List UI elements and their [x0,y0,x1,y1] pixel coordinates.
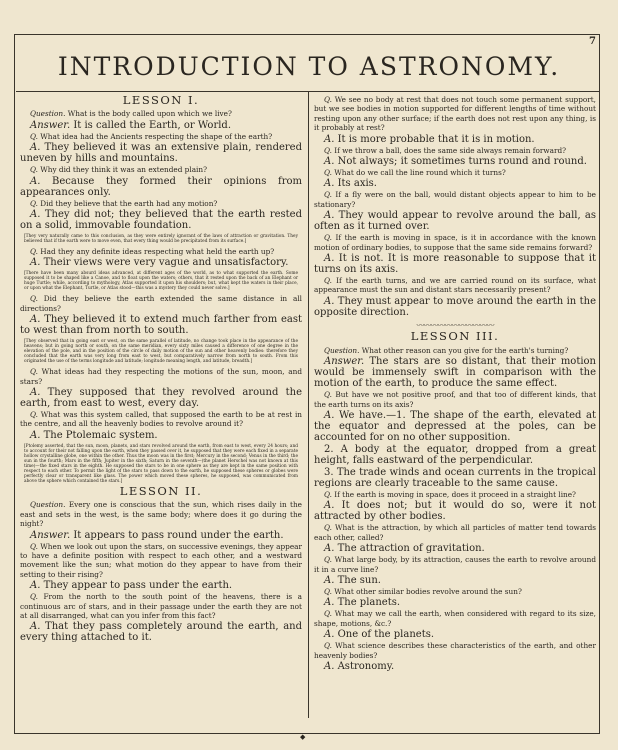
qa-text: What do we call the line round which it turns? [331,168,506,178]
answer [314,467,596,489]
qa-label: A. [324,178,335,190]
qa-label: Q. [324,586,332,596]
qa-label: A. [324,253,335,265]
question [314,609,596,628]
qa-text: It appears to pass round under the earth. [70,529,284,541]
qa-label: A. [324,500,335,512]
qa-label: Q. [324,555,332,565]
question [314,587,596,596]
answer [314,253,596,275]
qa-text: They must appear to move around the earth in the opposite direction. [314,295,596,318]
question [314,168,596,177]
question [20,294,302,313]
qa-text: What may we call the earth, when considered with regard to its size, shape, motions, &c.? [314,609,596,628]
qa-text: Had they any definite ideas respecting what held the earth up? [37,247,275,257]
question [314,276,596,295]
answer [20,176,302,198]
qa-text: It does not; but it would do so, were it not attracted by other bodies. [314,500,596,523]
answer [314,661,596,672]
question [20,165,302,174]
qa-label: Question. [30,109,66,119]
qa-label: A. [324,660,335,672]
page-number: 7 [589,36,596,47]
answer [20,142,302,164]
answer [314,444,596,466]
qa-text: What is the body called upon which we live? [65,109,232,119]
answer [20,430,302,441]
lesson-heading: LESSON II. [119,483,203,498]
qa-label: Q. [324,190,332,200]
qa-label: Q. [324,95,332,104]
ornament-icon: ◆ [300,733,306,741]
question [20,132,302,141]
question [314,641,596,660]
qa-text: What other reason can you give for the earth's turning? [359,345,569,355]
answer [314,500,596,522]
qa-label: Q. [30,541,38,551]
qa-label: A. [30,387,41,399]
qa-text: What idea had the Ancients respecting the shape of the earth? [37,131,273,141]
question [314,555,596,574]
explanatory-note: [Ptolemy asserted, that the sun, moon, planets, and stars revolved around the earth, from east to west, every 24 hours; and to account for their not falling upon the earth, when they passed over it, he supposed that they were each fixed in a separate hollow crystalline globe, one within the other. Thus the moon was in the first; Mercury in the second; Venus in the third; the sun in the fourth; Mars in the fifth; Jupiter in the sixth; Saturn in the seventh—(the planet Herschel was not known at this time)—the fixed stars in the eighth. He supposed the stars to be in one sphere as they are kept in the same position with respect to each other. To permit the light of the stars to pass down to the earth, he supposed these spheres or globes were perfectly clear or transparent like glass. The power which moved these spheres, he supposed, was communicated from above the sphere which contained the stars.] [24,443,298,484]
qa-text: Their views were very vague and unsatisfactory. [40,257,289,269]
qa-text: That they pass completely around the earth, and every thing attached to it. [20,621,302,644]
qa-label: Q. [324,233,332,243]
left-column [20,94,302,734]
lesson-heading: LESSON III. [410,329,500,344]
qa-label: Q. [324,489,332,499]
section-rule: 〰〰〰〰〰〰〰〰〰〰〰 [416,320,494,330]
qa-text: What large body, by its attraction, causes the earth to revolve around it in a curve line? [314,555,596,574]
answer [20,120,302,131]
answer [20,621,302,643]
qa-label: A. [30,142,41,154]
qa-label: A. [30,209,41,221]
qa-label: A. [324,574,335,586]
question [314,233,596,252]
qa-label: Q. [324,641,332,651]
qa-label: A. [324,295,335,307]
qa-text: Its axis. [334,178,377,190]
qa-label: A. [30,580,41,592]
qa-text: It is called the Earth, or World. [70,119,232,131]
qa-label: A. [324,210,335,222]
qa-text: Every one is conscious that the sun, which rises daily in the east and sets in the west, is the same body; where does it go during the night? [20,500,302,529]
question [314,95,596,133]
column-divider [308,92,309,718]
answer [314,629,596,640]
qa-label: Q. [30,410,38,420]
qa-text: They believed it to extend much farther from east to west than from north to south. [20,314,302,337]
qa-label: Q. [324,276,332,286]
question [314,346,596,355]
qa-text: If the earth is moving in space, is it in accordance with the known motion of ordinary bodies, to suppose that the same side remains forward? [314,233,596,252]
qa-label: A. [324,156,335,168]
question [20,367,302,386]
qa-text: But have we not positive proof, and that too of different kinds, that the earth turns on its axis? [314,390,596,409]
qa-text: It is more probable that it is in motion. [334,133,535,145]
qa-text: Did they believe that the earth had any motion? [37,198,218,208]
question [20,410,302,429]
qa-text: They would appear to revolve around the ball, as often as it turned over. [314,210,596,233]
qa-label: Q. [324,390,332,400]
qa-text: 3. The trade winds and ocean currents in the tropical regions are clearly traceable to the same cause. [314,466,596,489]
explanatory-note: [There have been many absurd ideas advanced, at different ages of the world, as to what supported the earth. Some supposed it to be shaped like a Canoe, and to float upon the waters; others, that it rested upon the back of an Elephant or huge Turtle; while, according to mythology, Atlas supported it upon his shoulders; but, what kept the waters in their place, or upon what the Elephant, Turtle, or Atlas stood—this was a mystery they could never solve.] [24,271,298,292]
qa-text: One of the planets. [334,629,435,641]
answer [314,356,596,389]
qa-text: We see no body at rest that does not touch some permanent support, but we see bodies in motion supported for different lengths of time without resting upon any other surface; if the earth does not rest upon any thing, is it probably at rest? [314,95,596,133]
qa-text: If the earth is moving in space, does it proceed in a straight line? [331,489,576,499]
qa-label: Q. [30,592,38,602]
qa-text: The planets. [334,597,401,609]
answer [20,209,302,231]
answer [314,296,596,318]
qa-label: A. [30,175,41,187]
qa-text: What is the attraction, by which all particles of matter tend towards each other, called? [314,523,596,542]
question [20,500,302,528]
question [20,109,302,118]
qa-text: The sun. [334,574,381,586]
qa-label: Q. [30,367,38,377]
answer [314,543,596,554]
qa-label: A. [324,133,335,145]
qa-text: Because they formed their opinions from appearances only. [20,175,302,198]
qa-label: A. [324,543,335,555]
answer [314,410,596,443]
qa-text: It is not. It is more reasonable to suppose that it turns on its axis. [314,253,596,276]
qa-label: Q. [324,145,332,155]
right-column [314,94,596,734]
qa-text: We have.—1. The shape of the earth, elevated at the equator and depressed at the poles, can be accounted for on no other supposition. [314,409,596,443]
qa-text: What science describes these characteristics of the earth, and other heavenly bodies? [314,641,596,660]
qa-text: They appear to pass under the earth. [40,580,233,592]
lesson-heading: LESSON I. [122,93,200,107]
qa-label: Q. [30,247,38,257]
qa-label: Q. [30,198,38,208]
answer [20,387,302,409]
qa-text: Not always; it sometimes turns round and round. [334,156,587,168]
qa-label: Q. [324,168,332,178]
qa-label: Q. [30,165,38,175]
qa-label: Answer. [30,119,71,131]
answer [20,257,302,268]
explanatory-note: [They very naturally came to this conclusion, as they were entirely ignorant of the laws of attraction or gravitation. They believed that if the earth were to move even, that every thing would be precipitated from its surface.] [24,234,298,245]
page-title: INTRODUCTION TO ASTRONOMY. [57,52,561,81]
question [314,523,596,542]
question [314,490,596,499]
qa-text: Astronomy. [334,660,395,672]
question [20,247,302,256]
answer [314,575,596,586]
qa-label: A. [30,621,41,633]
qa-label: A. [324,409,335,421]
qa-text: The Ptolemaic system. [40,429,158,441]
question [20,542,302,580]
qa-text: They did not; they believed that the earth rested on a solid, immovable foundation. [20,209,302,232]
qa-label: Answer. [30,529,71,541]
qa-text: What other similar bodies revolve around the sun? [331,586,522,596]
answer [314,210,596,232]
qa-label: A. [30,257,41,269]
qa-label: A. [30,314,41,326]
qa-text: The attraction of gravitation. [334,543,485,555]
qa-text: 2. A body at the equator, dropped from a great height, falls eastward of the perpendicular. [314,443,596,466]
answer [20,530,302,541]
question [20,199,302,208]
qa-label: Answer. [324,356,365,368]
qa-text: What ideas had they respecting the motions of the sun, moon, and stars? [20,367,302,386]
question [314,390,596,409]
explanatory-note: [They observed that in going east or west, on the same parallel of latitude, no change took place in the appearance of the heavens; but in going north or south, on the same meridian, every sixty miles caused a difference of one degree in the elevation of the pole, and in the position of the circle of daily motion of the sun and other heavenly bodies: therefore they concluded that the earth was very long from east to west, but comparatively narrow from north to south. From this originated the use of the terms longitude and latitude; longitude meaning length, and latitude, breadth.] [24,339,298,365]
qa-label: A. [324,629,335,641]
answer [20,580,302,591]
answer [20,314,302,336]
qa-label: A. [30,429,41,441]
qa-text: What was this system called, that supposed the earth to be at rest in the centre, and all the heavenly bodies to revolve around it? [20,410,302,429]
qa-label: Q. [30,294,38,304]
qa-text: When we look out upon the stars, on successive evenings, they appear to have a definite position with respect to each other, and a westward movement like the sun; what motion do they appear to have from their setting to their rising? [20,541,302,579]
answer [314,156,596,167]
qa-text: The stars are so distant, that their motion would be immensely swift in comparison with the motion of the earth, to produce the same effect. [314,356,596,390]
qa-text: If the earth turns, and we are carried round on its surface, what appearance must the sun and distant stars necessarily present? [314,276,596,295]
qa-text: They supposed that they revolved around the earth, from east to west, every day. [20,387,302,410]
answer [314,134,596,145]
qa-label: Q. [30,131,38,141]
qa-text: If a fly were on the ball, would distant objects appear to him to be stationary? [314,190,596,209]
qa-label: Q. [324,523,332,533]
question [20,592,302,620]
qa-label: Q. [324,609,332,619]
qa-label: Question. [30,500,66,510]
qa-text: They believed it was an extensive plain, rendered uneven by hills and mountains. [20,142,302,165]
qa-text: Did they believe the earth extended the same distance in all directions? [20,294,302,313]
question [314,190,596,209]
qa-text: From the north to the south point of the heavens, there is a continuous arc of stars, and in their passage under the earth they are not at all disarranged, what can you infer from this fact? [20,592,302,620]
question [314,146,596,155]
qa-text: If we throw a ball, does the same side always remain forward? [331,145,567,155]
answer [314,597,596,608]
qa-label: A. [324,597,335,609]
answer [314,178,596,189]
qa-text: Why did they think it was an extended plain? [37,165,207,175]
qa-label: Question. [324,345,360,355]
